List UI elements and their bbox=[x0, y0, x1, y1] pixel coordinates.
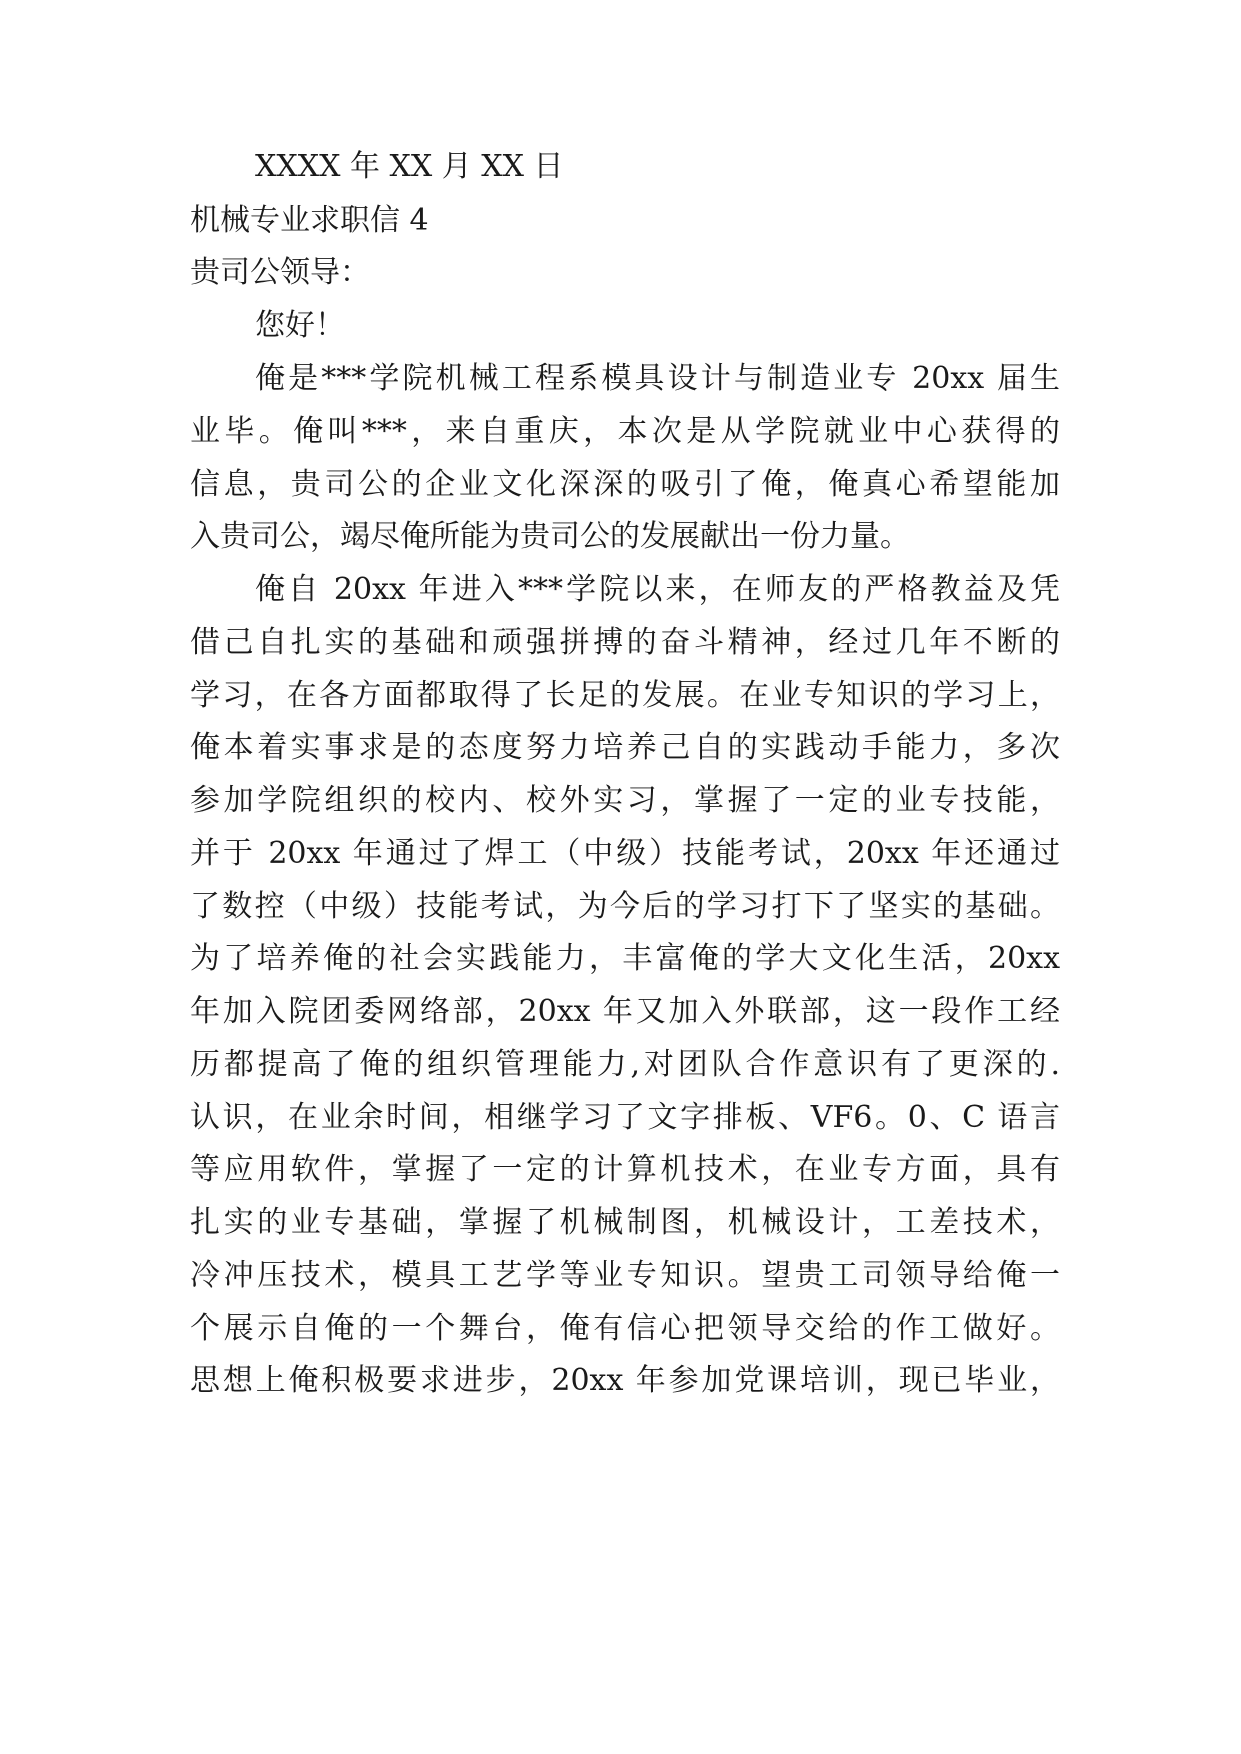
greeting: 您好！ bbox=[255, 308, 345, 343]
body-line: 个展示自俺的一个舞台，俺有信心把领导交给的作工做好。 bbox=[190, 1311, 1060, 1346]
body-line: 俺是***学院机械工程系模具设计与制造业专 20xx 届生 bbox=[255, 361, 1060, 396]
body-line: 了数控（中级）技能考试，为今后的学习打下了坚实的基础。 bbox=[190, 889, 1060, 924]
body-line: 入贵司公，竭尽俺所能为贵司公的发展献出一份力量。 bbox=[190, 519, 910, 554]
body-line: 俺自 20xx 年进入***学院以来，在师友的严格教益及凭 bbox=[255, 572, 1060, 607]
letter-title: 机械专业求职信 4 bbox=[190, 203, 429, 238]
body-line: 俺本着实事求是的态度努力培养己自的实践动手能力，多次 bbox=[190, 730, 1060, 765]
body-line: 年加入院团委网络部，20xx 年又加入外联部，这一段作工经 bbox=[190, 994, 1060, 1029]
body-line: 业毕。俺叫***，来自重庆，本次是从学院就业中心获得的 bbox=[190, 414, 1060, 449]
body-line: 冷冲压技术，模具工艺学等业专知识。望贵工司领导给俺一 bbox=[190, 1258, 1060, 1293]
body-line: 信息，贵司公的企业文化深深的吸引了俺，俺真心希望能加 bbox=[190, 467, 1060, 502]
body-line: 思想上俺积极要求进步，20xx 年参加党课培训，现已毕业， bbox=[190, 1363, 1060, 1398]
body-line: 为了培养俺的社会实践能力，丰富俺的学大文化生活，20xx bbox=[190, 941, 1060, 976]
body-line: 学习，在各方面都取得了长足的发展。在业专知识的学习上， bbox=[190, 678, 1060, 713]
body-line: 认识，在业余时间，相继学习了文字排板、VF6。0、C 语言 bbox=[190, 1100, 1060, 1135]
body-line: 等应用软件，掌握了一定的计算机技术，在业专方面，具有 bbox=[190, 1152, 1060, 1187]
body-line: 扎实的业专基础，掌握了机械制图，机械设计，工差技术， bbox=[190, 1205, 1060, 1240]
body-line: 参加学院组织的校内、校外实习，掌握了一定的业专技能， bbox=[190, 783, 1060, 818]
salutation: 贵司公领导： bbox=[190, 255, 370, 290]
body-line: 历都提高了俺的组织管理能力,对团队合作意识有了更深的. bbox=[190, 1047, 1060, 1082]
body-line: 借己自扎实的基础和顽强拼搏的奋斗精神，经过几年不断的 bbox=[190, 625, 1060, 660]
date-line: XXXX 年 XX 月 XX 日 bbox=[255, 149, 564, 184]
body-line: 并于 20xx 年通过了焊工（中级）技能考试，20xx 年还通过 bbox=[190, 836, 1060, 871]
